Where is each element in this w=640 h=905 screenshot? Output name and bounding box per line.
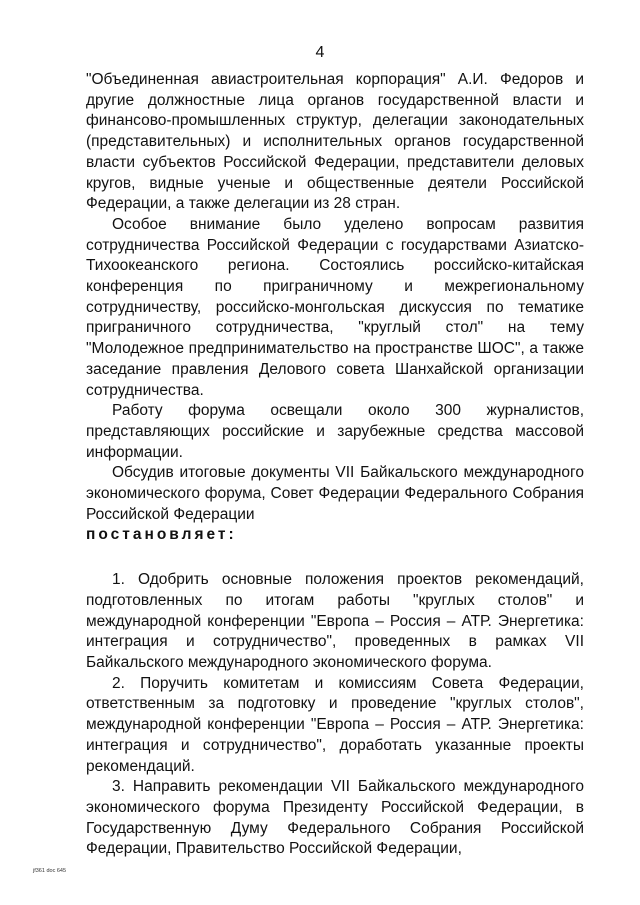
paragraph-asia-pacific: Особое внимание было уделено вопросам развития сотрудничества Российской Федерации с государствами Азиатско-Тихоокеанского региона. Состоялись российско-китайская конференция по приграничному и межрегиональному сотрудничеству, российско-монгольская дискуссия по тематике приграничного сотрудничества, "круглый стол" на тему "Молодежное предпринимательство на пространстве ШОС", а также заседание правления Делового совета Шанхайской организации сотрудничества. bbox=[86, 215, 584, 399]
paragraph-preamble: Обсудив итоговые документы VII Байкальского международного экономического форума, Совет Федерации Федерального Собрания Российской Федерации bbox=[86, 464, 584, 523]
paragraph-press: Работу форума освещали около 300 журналистов, представляющих российские и зарубежные средства массовой информации. bbox=[86, 402, 584, 461]
resolution-item-3: 3. Направить рекомендации VII Байкальского международного экономического форума Президенту Российской Федерации, в Государственную Думу Федерального Собрания Российской Федерации, Правительство Российской Федерации, bbox=[86, 778, 584, 858]
resolution-item-1: 1. Одобрить основные положения проектов рекомендаций, подготовленных по итогам работы "круглых столов" и международной конференции "Европа – Россия – АТР. Энергетика: интеграция и сотрудничество", проведенных в рамках VII Байкальского международного экономического форума. bbox=[86, 571, 584, 671]
spacer bbox=[86, 546, 584, 570]
resolves-heading: постановляет: bbox=[86, 526, 237, 544]
resolution-item-2: 2. Поручить комитетам и комиссиям Совета Федерации, ответственным за подготовку и проведение "круглых столов", международной конференции "Европа – Россия – АТР. Энергетика: интеграция и сотрудничество", доработать указанные проекты рекомендаций. bbox=[86, 674, 584, 775]
footer-file-id: jf361 doc 645 bbox=[33, 868, 67, 874]
paragraph-participants: "Объединенная авиастроительная корпорация" А.И. Федоров и другие должностные лица органов государственной власти и финансово-промышленных структур, делегации законодательных (представительных) и исполнительных органов государственной власти субъектов Российской Федерации, представители деловых кругов, видные ученые и общественные деятели Российской Федерации, а также делегации из 28 стран. bbox=[86, 71, 584, 213]
page-number: 4 bbox=[315, 44, 325, 61]
document-body bbox=[86, 70, 584, 860]
